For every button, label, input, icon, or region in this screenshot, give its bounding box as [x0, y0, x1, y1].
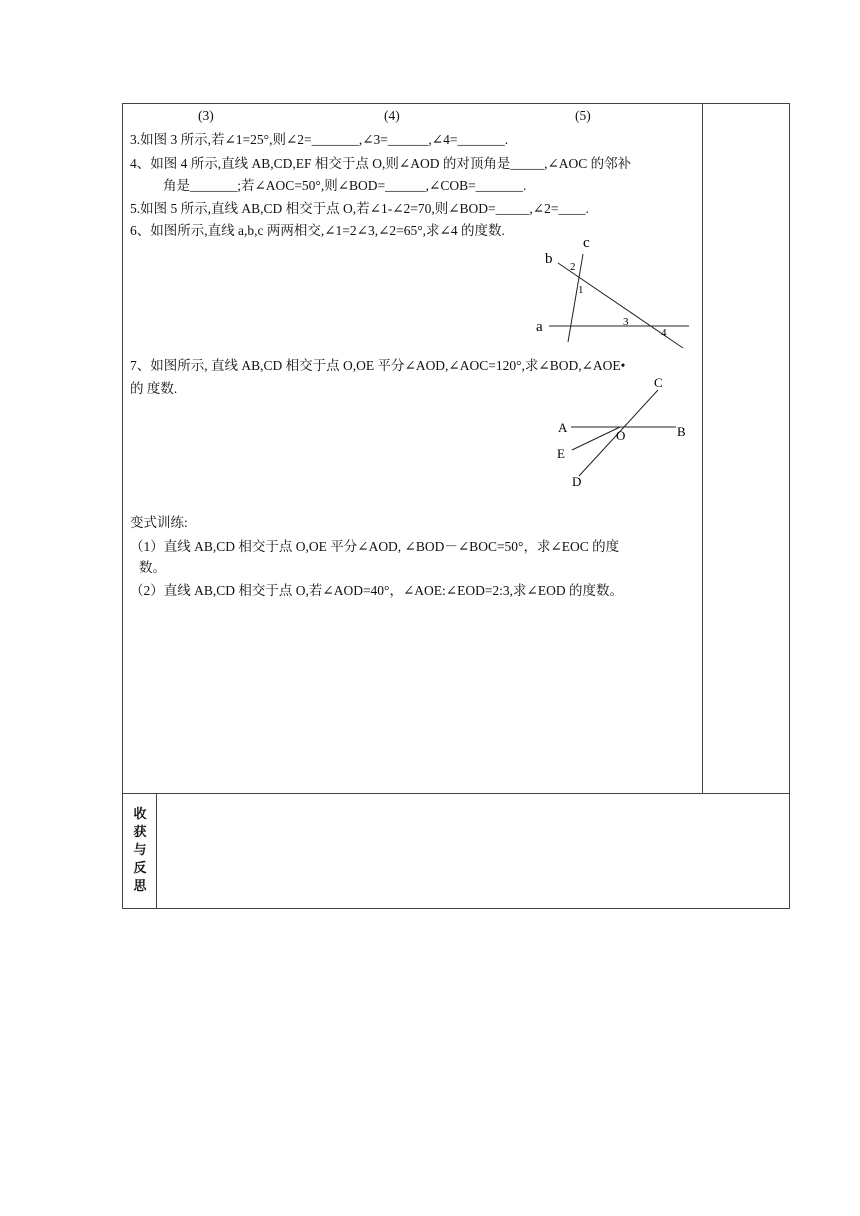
- reflection-label: [124, 793, 156, 909]
- figure-label-4: (4): [384, 108, 400, 123]
- right-column-divider: [702, 103, 703, 793]
- reflection-char: 收: [133, 807, 147, 822]
- reflection-label-divider: [156, 793, 157, 909]
- point-e-label: E: [557, 446, 565, 461]
- question-4-line-2: 角是_______;若∠AOC=50°,则∠BOD=______,∠COB=_______.: [163, 178, 527, 193]
- reflection-char: 思: [133, 879, 147, 894]
- figure-question-7: [550, 370, 700, 490]
- line-c-label: c: [583, 235, 590, 251]
- figure-label-5: (5): [575, 108, 591, 123]
- row-divider: [122, 793, 790, 794]
- variant-problem-1-line-2: 数。: [139, 560, 166, 575]
- figure-question-6: [525, 232, 715, 352]
- angle-1-label: 1: [578, 284, 584, 296]
- question-7-line-1: 7、如图所示, 直线 AB,CD 相交于点 O,OE 平分∠AOD,∠AOC=120°,求∠BOD,∠AOE•: [130, 358, 626, 373]
- line-b-label: b: [545, 251, 553, 267]
- question-4-line-1: 4、如图 4 所示,直线 AB,CD,EF 相交于点 O,则∠AOD 的对顶角是_____,∠AOC 的邻补: [130, 156, 632, 171]
- question-5: 5.如图 5 所示,直线 AB,CD 相交于点 O,若∠1-∠2=70,则∠BOD=_____,∠2=____.: [130, 201, 589, 216]
- reflection-char: 获: [133, 825, 147, 840]
- reflection-char: 与: [133, 843, 147, 858]
- point-d-label: D: [572, 474, 582, 489]
- question-3: 3.如图 3 所示,若∠1=25°,则∠2=_______,∠3=______,∠4=_______.: [130, 132, 509, 147]
- reflection-char: 反: [133, 861, 147, 876]
- angle-2-label: 2: [570, 261, 576, 273]
- figure-label-3: (3): [198, 108, 214, 123]
- point-b-label: B: [677, 424, 686, 439]
- angle-4-label: 4: [661, 327, 667, 339]
- point-c-label: C: [654, 375, 663, 390]
- question-6: 6、如图所示,直线 a,b,c 两两相交,∠1=2∠3,∠2=65°,求∠4 的度数.: [130, 223, 505, 238]
- question-7-line-2: 的 度数.: [130, 381, 178, 396]
- variant-heading: 变式训练:: [130, 515, 188, 530]
- variant-problem-2: （2）直线 AB,CD 相交于点 O,若∠AOD=40°，∠AOE:∠EOD=2:3,求∠EOD 的度数。: [130, 583, 623, 598]
- line-a-label: a: [536, 319, 543, 335]
- point-o-label: O: [616, 428, 626, 443]
- point-a-label: A: [558, 420, 568, 435]
- angle-3-label: 3: [623, 316, 629, 328]
- variant-problem-1-line-1: （1）直线 AB,CD 相交于点 O,OE 平分∠AOD, ∠BOD－∠BOC=50°，求∠EOC 的度: [130, 539, 620, 554]
